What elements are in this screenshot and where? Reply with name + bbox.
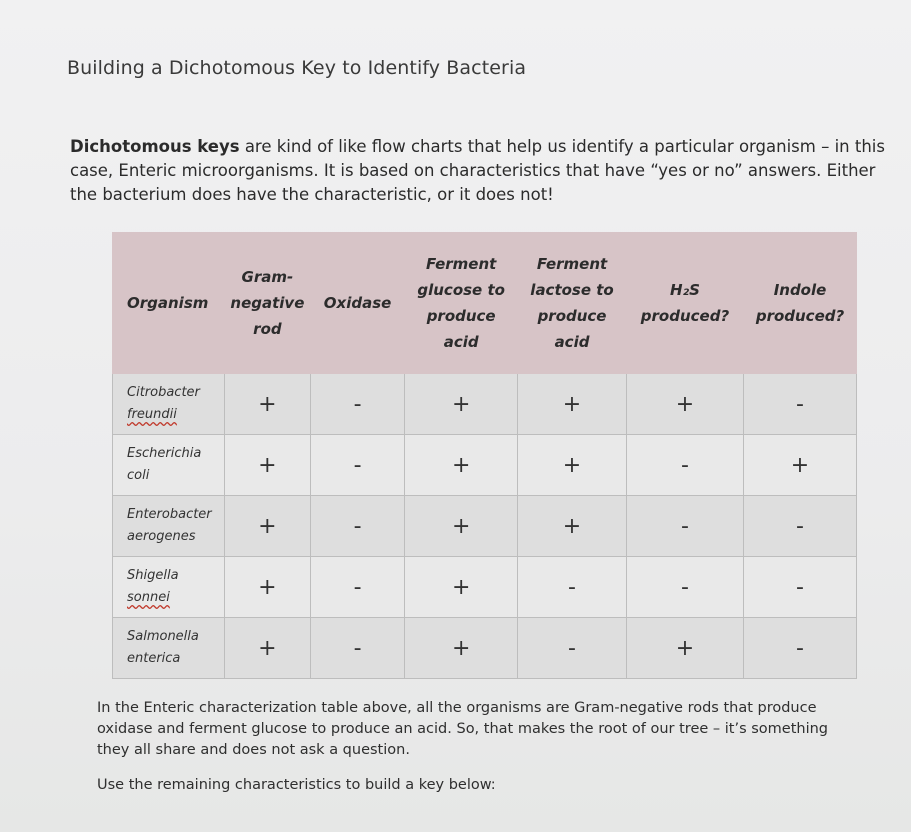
glucose-cell: +: [405, 435, 518, 496]
instruction-text: Use the remaining characteristics to build a key below:: [97, 777, 496, 793]
h2s-cell: -: [626, 435, 743, 496]
organism-species: sonnei: [127, 590, 170, 605]
gram-cell: +: [224, 496, 310, 557]
header-organism: Organism: [113, 233, 225, 374]
glucose-cell: +: [405, 557, 518, 618]
indole-cell: +: [744, 435, 857, 496]
oxidase-cell: -: [310, 557, 404, 618]
indole-cell: -: [744, 374, 857, 435]
organism-genus: Escherichia: [127, 446, 202, 461]
organism-genus: Salmonella: [127, 629, 199, 644]
glucose-cell: +: [405, 618, 518, 679]
intro-paragraph: [70, 135, 890, 207]
lactose-cell: +: [518, 374, 627, 435]
organism-genus: Enterobacter: [127, 507, 212, 522]
lactose-cell: +: [518, 496, 627, 557]
h2s-cell: +: [626, 374, 743, 435]
h2s-cell: +: [626, 618, 743, 679]
table-row: [113, 374, 857, 435]
intro-text: are kind of like flow charts that help us identify a particular organism – in this case, Enteric microorganisms. It is based on characteristics that have “yes or no” answers. Either the bacterium does have the characteristic, or it does not!: [70, 137, 885, 204]
header-oxidase: Oxidase: [310, 233, 404, 374]
table-row: [113, 435, 857, 496]
header-h2s: H₂S produced?: [626, 233, 743, 374]
table-header-row: [113, 233, 857, 374]
indole-cell: -: [744, 496, 857, 557]
lactose-cell: -: [518, 557, 627, 618]
indole-cell: -: [744, 557, 857, 618]
glucose-cell: +: [405, 374, 518, 435]
gram-cell: +: [224, 435, 310, 496]
header-gram: Gram-negative rod: [224, 233, 310, 374]
oxidase-cell: -: [310, 374, 404, 435]
organism-cell: [113, 496, 225, 557]
table-row: [113, 618, 857, 679]
organism-cell: [113, 435, 225, 496]
intro-term: Dichotomous keys: [70, 137, 240, 156]
gram-cell: +: [224, 557, 310, 618]
h2s-cell: -: [626, 496, 743, 557]
oxidase-cell: -: [310, 618, 404, 679]
oxidase-cell: -: [310, 435, 404, 496]
organism-species: coli: [127, 468, 150, 483]
indole-cell: -: [744, 618, 857, 679]
organism-cell: [113, 618, 225, 679]
header-glucose: Ferment glucose to produce acid: [405, 233, 518, 374]
organism-species: freundii: [127, 407, 177, 422]
organism-genus: Citrobacter: [127, 385, 200, 400]
header-lactose: Ferment lactose to produce acid: [518, 233, 627, 374]
glucose-cell: +: [405, 496, 518, 557]
gram-cell: +: [224, 374, 310, 435]
enteric-characterization-table: [112, 232, 857, 679]
table-row: [113, 557, 857, 618]
organism-genus: Shigella: [127, 568, 179, 583]
page-title: Building a Dichotomous Key to Identify Bacteria: [67, 57, 527, 79]
gram-cell: +: [224, 618, 310, 679]
header-indole: Indole produced?: [744, 233, 857, 374]
h2s-cell: -: [626, 557, 743, 618]
organism-cell: [113, 374, 225, 435]
lactose-cell: +: [518, 435, 627, 496]
table-row: [113, 496, 857, 557]
lactose-cell: -: [518, 618, 627, 679]
organism-cell: [113, 557, 225, 618]
bottom-text: [97, 698, 857, 796]
organism-species: aerogenes: [127, 529, 196, 544]
oxidase-cell: -: [310, 496, 404, 557]
explanation-paragraph: In the Enteric characterization table above, all the organisms are Gram-negative rods that produce oxidase and ferment glucose to produce an acid. So, that makes the root of our tree – it’s something they all share and does not ask a question.: [97, 700, 829, 758]
organism-species: enterica: [127, 651, 181, 666]
